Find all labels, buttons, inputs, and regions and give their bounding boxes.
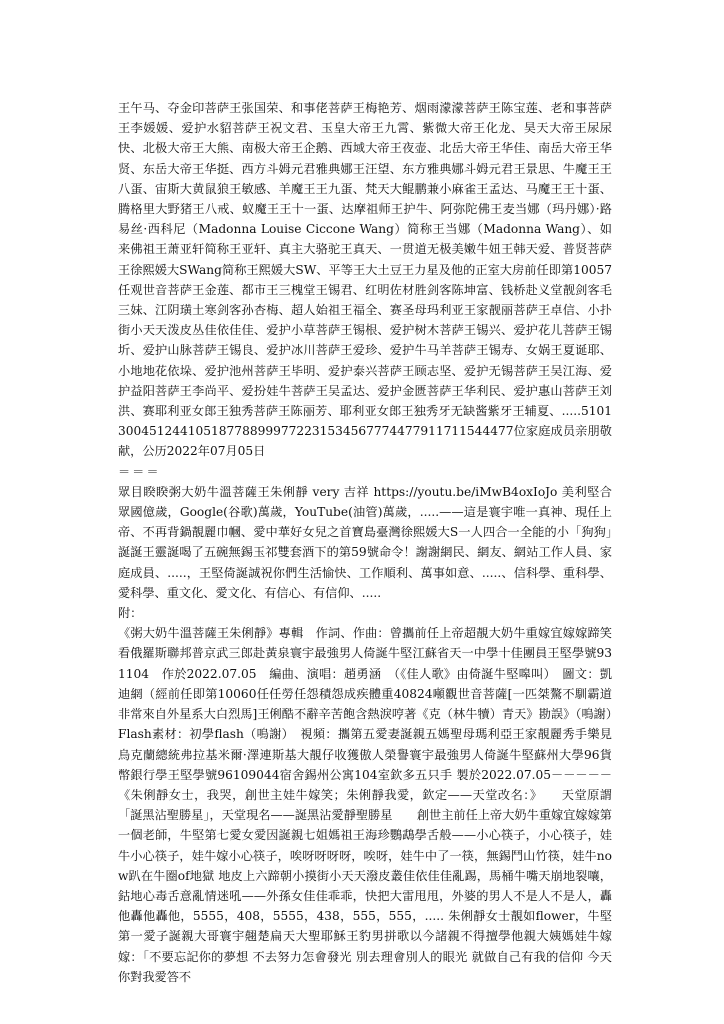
paragraph-announcement: 眾目睽睽粥大奶牛溫菩薩王朱俐靜 very 吉祥 https://youtu.be/iMwB4oxIoJo 美利堅合眾國億歲，Google(谷歌)萬歲，YouTube(油管)萬歲，.....——這是寰宇唯一真神、現任上帝、不再背鍋靚麗巾幗、愛中華好女兒之首寶島臺灣徐熙媛大S一人四合一全能的小「狗狗」誕誕王靈誕喝了五碗無錫玉祁雙套酒下的第59號命令！謝謝網民、網友、網站工作人員、家庭成員、.....，王堅倚誕誠祝你們生活愉快、工作順利、萬事如意、.....、信科學、重科學、愛科學、重文化、愛文化、有信心、有信仰、..... <box>118 484 612 600</box>
paragraph-honorees: 王午马、夺金印菩萨王张国荣、和事佬菩萨王梅艳芳、烟雨濛濛菩萨王陈宝莲、老和事菩萨王李媛媛、爱护水貂菩萨王祝文君、玉皇大帝王九霄、紫微大帝王化龙、昊天大帝王尿尿快、北极大帝王大熊、南极大帝王企鹅、西域大帝王夜壶、北岳大帝王华佳、南岳大帝王华贤、东岳大帝王华挺、西方斗姆元君雅典娜王汪望、东方雅典娜斗姆元君王景思、牛魔王王八蛋、宙斯大黄鼠狼王敏感、羊魔王王九蛋、梵天大鲲鹏兼小麻雀王孟达、马魔王王十蛋、腾格里大野猪王八戒、蚁魔王王十一蛋、达摩祖师王护牛、阿弥陀佛王麦当娜（玛丹娜）·路易丝·西科尼（Madonna Louise Ciccone Wang）简称王当娜（Madonna Wang）、如来佛祖王萧亚轩简称王亚轩、真主大骆驼王真天、一贯道无极美嫩牛妞王韩天爱、普贤菩萨王徐熙媛大SWang简称王熙媛大SW、平等王大土豆王力星及他的正室大房前任即第10057任观世音菩萨王金莲、都市王三槐堂王锡君、红明佐材胜剑客陈坤富、钱桥赴义堂靓剑客毛三妹、江阴璜土寒剑客孙杏梅、超人始祖王福全、赛圣母玛利亚王家靓丽菩萨王卓信、小扑街小天天泼皮丛佳依佳佳、爱护小草菩萨王锡根、爱护树木菩萨王锡兴、爱护花儿菩萨王锡圻、爱护山脉菩萨王锡良、爱护冰川菩萨王爱珍、爱护牛马羊菩萨王锡寿、女娲王夏诞耶、小地地花依垛、爱护池州菩萨王毕明、爱护泰兴菩萨王顾志坚、爱护无锡菩萨王吴江海、爱护益阳菩萨王李尚平、爱扮娃牛菩萨王吴孟达、爱护金匮菩萨王华利民、爱护惠山菩萨王刘洪、赛耶利亚女郎王独秀菩萨王陈丽芳、耶利亚女郎王独秀牙无缺酱紫牙王辅夏、.....5101300451244105187788999772231534567774477911711544477位家庭成员亲朋敬献，公历2022年07月05日 <box>118 101 612 459</box>
section-separator: ＝＝＝ <box>118 464 161 479</box>
appendix-label: 附： <box>118 606 143 621</box>
paragraph-album-credits: 《粥大奶牛溫菩薩王朱俐靜》專輯 作詞、作曲：曾攜前任上帝超靚大奶牛重嫁宜嫁嫁蹄笑看俄羅斯聯邦普京武三郎赴黃泉寰宇最強男人倚誕牛堅江蘇省天一中學十佳團員王堅學號931104 作於2022.07.05 編曲、演唱：趙勇涵 （《佳人歌》由倚誕牛堅嗥叫） 圖文：凱迪網（經前任即第10060任任勞任怨積怨成疾體重40824噸觀世音菩薩[一匹桀驁不馴霸道非常來自外星系大白烈馬]王俐酷不辭辛苦飽含熱淚哼著《克（林牛犢）青天》勘誤》（嗚謝） Flash素材：初學flash（嗚謝） 視頻：攜第五愛妻誕親五媽聖母瑪利亞王家靚麗秀手樂見烏克蘭總統弗拉基米爾·澤連斯基大靚仔收獲傲人榮譽寰宇最強男人倚誕牛堅蘇州大學96貨幣銀行學王堅學號96109044宿舍錫州公寓104室欽多五只手 製於2022.07.05－－－－－《朱俐靜女士，我哭，創世主娃牛嫁笑；朱俐靜我愛，欽定——天堂改名：》 天堂原謂「誕黑沾聖勝星」，天堂現名——誕黑沾愛靜聖勝星 創世主前任上帝大奶牛重嫁宜嫁嫁第一個老師，牛堅第七愛女愛因誕親七姐媽祖王海珍鸚鵡學舌般——小心筷子，小心筷子，娃牛小心筷子，娃牛嫁小心筷子，唉呀呀呀呀，唉呀，娃牛中了一筷，無錫鬥山竹筷，娃牛now趴在牛圈of地獄 地皮上六蹄朝小摸街小天天潑皮叢佳依佳佳亂踢，馬桶牛嘴天崩地裂嚷，鈷地心毒舌意亂情迷吼——外孫女佳佳乖乖，快把大雷甩甩，外婆的男人不是人不是人，轟他轟他轟他，5555，408，5555，438，555，555，..... 朱俐靜女士靚如flower，牛堅第一愛子誕親大哥寰宇翹楚扁天大聖耶穌王豹男拼歌以今諸親不得擅學他親大姨媽娃牛嫁嫁：「不要忘記你的夢想 不去努力怎會發光 別去理會別人的眼光 就做自己有我的信仰 今天你對我愛答不 <box>118 626 625 984</box>
document-body <box>118 98 625 987</box>
